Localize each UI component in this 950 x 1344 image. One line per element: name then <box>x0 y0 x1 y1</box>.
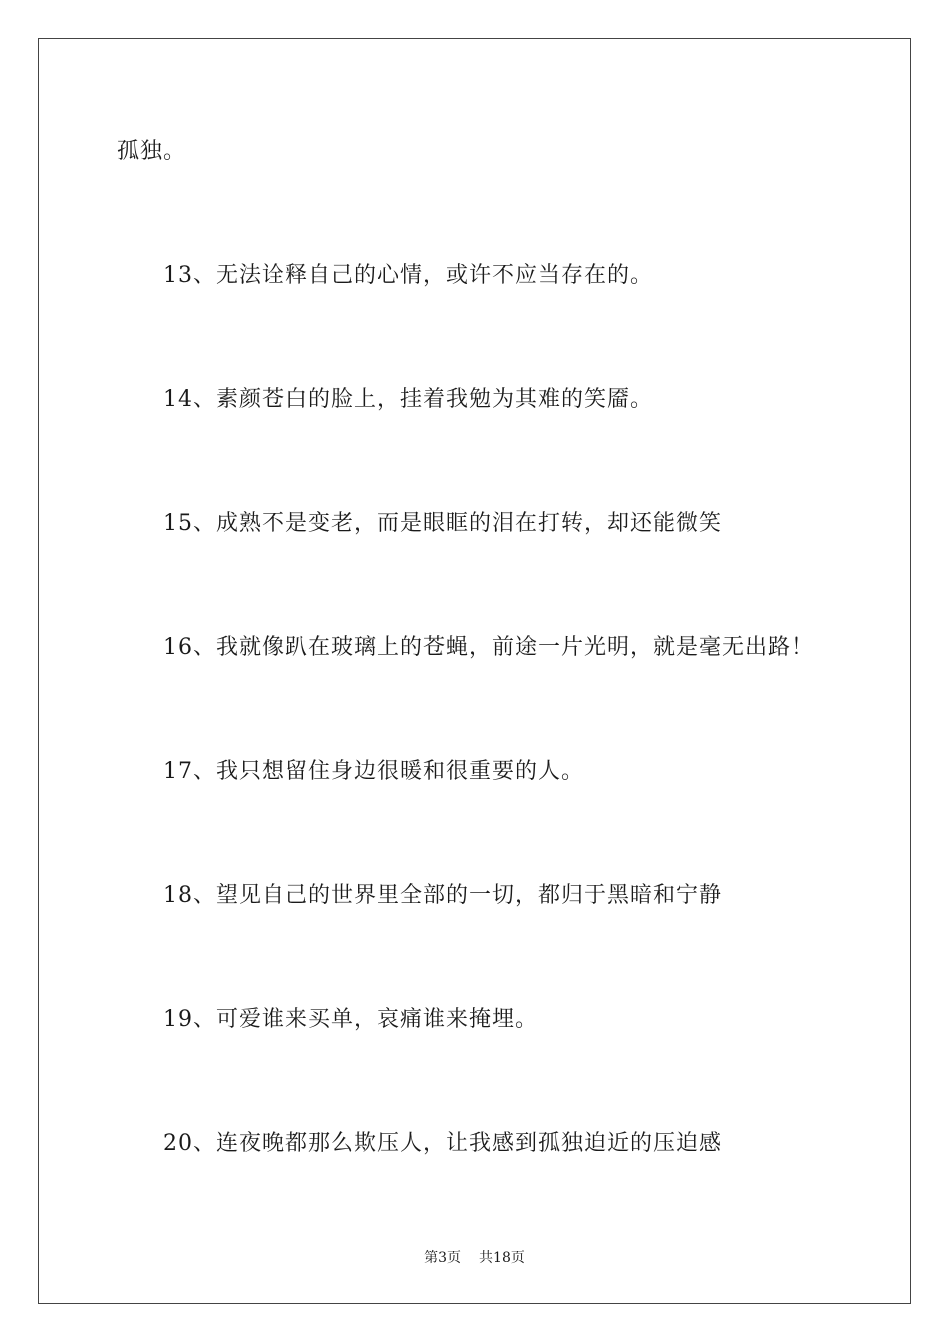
page-frame <box>38 38 911 1304</box>
list-item: 13、无法诠释自己的心情，或许不应当存在的。 <box>163 263 653 288</box>
page-footer <box>39 1247 910 1267</box>
list-item: 20、连夜晚都那么欺压人，让我感到孤独迫近的压迫感 <box>163 1131 722 1156</box>
list-item: 19、可爱谁来买单，哀痛谁来掩埋。 <box>163 1007 538 1032</box>
list-item: 14、素颜苍白的脸上，挂着我勉为其难的笑靥。 <box>163 387 653 412</box>
continuation-text: 孤独。 <box>117 139 187 164</box>
list-item: 17、我只想留住身边很暖和很重要的人。 <box>163 759 584 784</box>
list-item: 18、望见自己的世界里全部的一切，都归于黑暗和宁静 <box>163 883 722 908</box>
page-total: 共18页 <box>479 1250 525 1266</box>
list-item: 16、我就像趴在玻璃上的苍蝇，前途一片光明，就是毫无出路！ <box>163 635 814 660</box>
page-number: 第3页 <box>424 1250 462 1266</box>
list-item: 15、成熟不是变老，而是眼眶的泪在打转，却还能微笑 <box>163 511 722 536</box>
